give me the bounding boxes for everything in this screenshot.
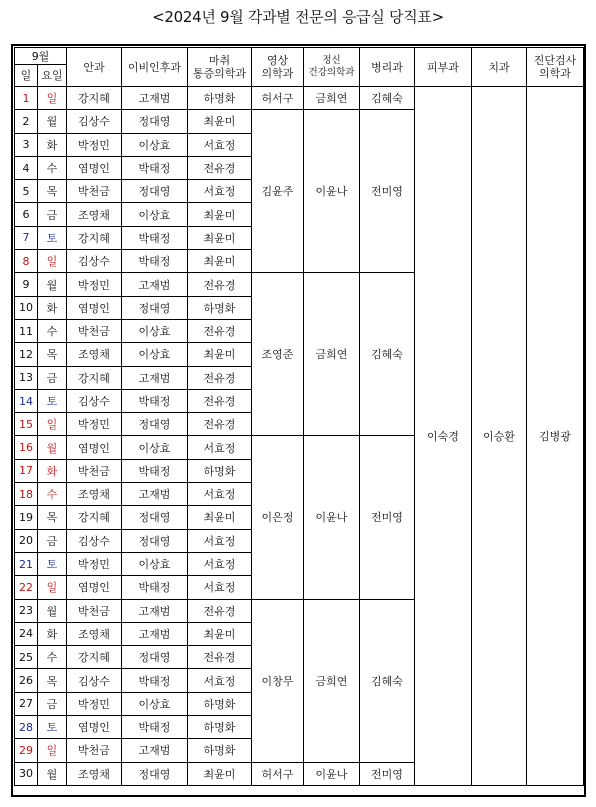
- anesthesiology-doctor-cell: 서효정: [188, 552, 252, 575]
- day-cell: 14: [15, 389, 38, 412]
- ent-doctor-cell: 정대영: [122, 296, 188, 319]
- ent-doctor-cell: 고재범: [122, 87, 188, 110]
- day-cell: 9: [15, 273, 38, 296]
- weekday-cell: 토: [38, 389, 67, 412]
- anesthesiology-doctor-cell: 최윤미: [188, 762, 252, 785]
- radiology-doctor-cell: 허서구: [252, 87, 304, 110]
- ent-doctor-cell: 박태정: [122, 576, 188, 599]
- day-cell: 8: [15, 250, 38, 273]
- eye-doctor-cell: 강지혜: [67, 226, 122, 249]
- header-eye: 안과: [67, 48, 122, 87]
- weekday-cell: 목: [38, 669, 67, 692]
- day-cell: 23: [15, 599, 38, 622]
- weekday-cell: 수: [38, 156, 67, 179]
- eye-doctor-cell: 박천금: [67, 459, 122, 482]
- radiology-doctor-cell: 이은정: [252, 436, 304, 599]
- ent-doctor-cell: 이상효: [122, 436, 188, 459]
- radiology-doctor-cell: 허서구: [252, 762, 304, 785]
- anesthesiology-doctor-cell: 하명화: [188, 716, 252, 739]
- ent-doctor-cell: 박태정: [122, 250, 188, 273]
- anesthesiology-doctor-cell: 서효정: [188, 576, 252, 599]
- ent-doctor-cell: 박태정: [122, 226, 188, 249]
- anesthesiology-doctor-cell: 전유경: [188, 366, 252, 389]
- radiology-doctor-cell: 이창무: [252, 599, 304, 762]
- eye-doctor-cell: 박정민: [67, 552, 122, 575]
- anesthesiology-doctor-cell: 서효정: [188, 669, 252, 692]
- weekday-cell: 수: [38, 319, 67, 342]
- eye-doctor-cell: 조영채: [67, 762, 122, 785]
- eye-doctor-cell: 염명인: [67, 436, 122, 459]
- day-cell: 5: [15, 180, 38, 203]
- eye-doctor-cell: 김상수: [67, 250, 122, 273]
- weekday-cell: 일: [38, 413, 67, 436]
- anesthesiology-doctor-cell: 서효정: [188, 133, 252, 156]
- anesthesiology-doctor-cell: 전유경: [188, 156, 252, 179]
- psychiatry-doctor-cell: 이윤나: [304, 110, 360, 273]
- ent-doctor-cell: 이상효: [122, 203, 188, 226]
- day-cell: 20: [15, 529, 38, 552]
- day-cell: 25: [15, 646, 38, 669]
- header-anesthesiology: 마취 통증의학과: [188, 48, 252, 87]
- eye-doctor-cell: 염명인: [67, 296, 122, 319]
- pathology-doctor-cell: 김혜숙: [360, 273, 415, 436]
- dentistry-doctor-cell: 이승환: [472, 87, 527, 786]
- eye-doctor-cell: 박정민: [67, 133, 122, 156]
- weekday-cell: 월: [38, 762, 67, 785]
- anesthesiology-doctor-cell: 서효정: [188, 180, 252, 203]
- header-month: 9월: [15, 48, 67, 65]
- ent-doctor-cell: 이상효: [122, 343, 188, 366]
- ent-doctor-cell: 고재범: [122, 739, 188, 762]
- day-cell: 27: [15, 692, 38, 715]
- page-title: <2024년 9월 각과별 전문의 응급실 당직표>: [152, 8, 444, 26]
- anesthesiology-doctor-cell: 전유경: [188, 646, 252, 669]
- eye-doctor-cell: 김상수: [67, 669, 122, 692]
- eye-doctor-cell: 조영채: [67, 622, 122, 645]
- day-cell: 12: [15, 343, 38, 366]
- anesthesiology-doctor-cell: 전유경: [188, 319, 252, 342]
- day-cell: 6: [15, 203, 38, 226]
- anesthesiology-doctor-cell: 서효정: [188, 529, 252, 552]
- eye-doctor-cell: 강지혜: [67, 87, 122, 110]
- anesthesiology-doctor-cell: 하명화: [188, 296, 252, 319]
- ent-doctor-cell: 정대영: [122, 506, 188, 529]
- anesthesiology-doctor-cell: 최윤미: [188, 250, 252, 273]
- weekday-cell: 화: [38, 459, 67, 482]
- weekday-cell: 화: [38, 622, 67, 645]
- weekday-cell: 목: [38, 180, 67, 203]
- eye-doctor-cell: 박정민: [67, 692, 122, 715]
- eye-doctor-cell: 박정민: [67, 273, 122, 296]
- eye-doctor-cell: 강지혜: [67, 506, 122, 529]
- day-cell: 18: [15, 483, 38, 506]
- eye-doctor-cell: 염명인: [67, 156, 122, 179]
- day-cell: 24: [15, 622, 38, 645]
- day-cell: 19: [15, 506, 38, 529]
- weekday-cell: 금: [38, 692, 67, 715]
- header-lab-medicine: 진단검사 의학과: [527, 48, 584, 87]
- ent-doctor-cell: 고재범: [122, 366, 188, 389]
- header-ent: 이비인후과: [122, 48, 188, 87]
- anesthesiology-doctor-cell: 전유경: [188, 389, 252, 412]
- weekday-cell: 토: [38, 226, 67, 249]
- eye-doctor-cell: 조영채: [67, 203, 122, 226]
- weekday-cell: 금: [38, 529, 67, 552]
- eye-doctor-cell: 조영채: [67, 343, 122, 366]
- anesthesiology-doctor-cell: 하명화: [188, 739, 252, 762]
- header-radiology: 영상 의학과: [252, 48, 304, 87]
- ent-doctor-cell: 고재범: [122, 622, 188, 645]
- eye-doctor-cell: 염명인: [67, 716, 122, 739]
- anesthesiology-doctor-cell: 최윤미: [188, 622, 252, 645]
- ent-doctor-cell: 이상효: [122, 133, 188, 156]
- ent-doctor-cell: 고재범: [122, 483, 188, 506]
- anesthesiology-doctor-cell: 최윤미: [188, 506, 252, 529]
- weekday-cell: 화: [38, 133, 67, 156]
- ent-doctor-cell: 박태정: [122, 459, 188, 482]
- day-cell: 10: [15, 296, 38, 319]
- anesthesiology-doctor-cell: 전유경: [188, 413, 252, 436]
- day-cell: 4: [15, 156, 38, 179]
- ent-doctor-cell: 정대영: [122, 180, 188, 203]
- weekday-cell: 일: [38, 739, 67, 762]
- psychiatry-doctor-cell: 금희연: [304, 599, 360, 762]
- ent-doctor-cell: 이상효: [122, 692, 188, 715]
- weekday-cell: 금: [38, 366, 67, 389]
- day-cell: 16: [15, 436, 38, 459]
- pathology-doctor-cell: 전미영: [360, 110, 415, 273]
- header-pathology: 병리과: [360, 48, 415, 87]
- anesthesiology-doctor-cell: 하명화: [188, 459, 252, 482]
- anesthesiology-doctor-cell: 최윤미: [188, 226, 252, 249]
- header-psychiatry: 정신 건강의학과: [304, 48, 360, 87]
- eye-doctor-cell: 김상수: [67, 389, 122, 412]
- ent-doctor-cell: 고재범: [122, 599, 188, 622]
- weekday-cell: 수: [38, 646, 67, 669]
- pathology-doctor-cell: 전미영: [360, 762, 415, 785]
- psychiatry-doctor-cell: 금희연: [304, 273, 360, 436]
- header-dentistry: 치과: [472, 48, 527, 87]
- dermatology-doctor-cell: 이숙경: [415, 87, 472, 786]
- header-day: 일: [15, 65, 38, 87]
- ent-doctor-cell: 정대영: [122, 646, 188, 669]
- eye-doctor-cell: 김상수: [67, 110, 122, 133]
- roster-body: [15, 87, 584, 786]
- weekday-cell: 목: [38, 343, 67, 366]
- day-cell: 15: [15, 413, 38, 436]
- weekday-cell: 수: [38, 483, 67, 506]
- table-row: [15, 87, 584, 110]
- weekday-cell: 월: [38, 273, 67, 296]
- anesthesiology-doctor-cell: 서효정: [188, 483, 252, 506]
- anesthesiology-doctor-cell: 최윤미: [188, 343, 252, 366]
- ent-doctor-cell: 정대영: [122, 529, 188, 552]
- ent-doctor-cell: 정대영: [122, 762, 188, 785]
- ent-doctor-cell: 이상효: [122, 319, 188, 342]
- weekday-cell: 월: [38, 436, 67, 459]
- day-cell: 2: [15, 110, 38, 133]
- weekday-cell: 목: [38, 506, 67, 529]
- psychiatry-doctor-cell: 이윤나: [304, 436, 360, 599]
- ent-doctor-cell: 정대영: [122, 413, 188, 436]
- day-cell: 1: [15, 87, 38, 110]
- radiology-doctor-cell: 김윤주: [252, 110, 304, 273]
- day-cell: 29: [15, 739, 38, 762]
- header-weekday: 요일: [38, 65, 67, 87]
- duty-roster-table: [14, 47, 584, 786]
- ent-doctor-cell: 고재범: [122, 273, 188, 296]
- weekday-cell: 월: [38, 599, 67, 622]
- day-cell: 22: [15, 576, 38, 599]
- weekday-cell: 월: [38, 110, 67, 133]
- ent-doctor-cell: 박태정: [122, 156, 188, 179]
- day-cell: 28: [15, 716, 38, 739]
- weekday-cell: 화: [38, 296, 67, 319]
- weekday-cell: 일: [38, 87, 67, 110]
- pathology-doctor-cell: 전미영: [360, 436, 415, 599]
- eye-doctor-cell: 박정민: [67, 413, 122, 436]
- pathology-doctor-cell: 김혜숙: [360, 599, 415, 762]
- day-cell: 17: [15, 459, 38, 482]
- anesthesiology-doctor-cell: 최윤미: [188, 110, 252, 133]
- eye-doctor-cell: 강지혜: [67, 366, 122, 389]
- eye-doctor-cell: 박천금: [67, 739, 122, 762]
- psychiatry-doctor-cell: 이윤나: [304, 762, 360, 785]
- radiology-doctor-cell: 조영준: [252, 273, 304, 436]
- weekday-cell: 일: [38, 576, 67, 599]
- eye-doctor-cell: 김상수: [67, 529, 122, 552]
- ent-doctor-cell: 정대영: [122, 110, 188, 133]
- day-cell: 7: [15, 226, 38, 249]
- eye-doctor-cell: 조영채: [67, 483, 122, 506]
- ent-doctor-cell: 박태정: [122, 669, 188, 692]
- ent-doctor-cell: 이상효: [122, 552, 188, 575]
- anesthesiology-doctor-cell: 최윤미: [188, 203, 252, 226]
- anesthesiology-doctor-cell: 서효정: [188, 436, 252, 459]
- eye-doctor-cell: 박천금: [67, 180, 122, 203]
- ent-doctor-cell: 박태정: [122, 389, 188, 412]
- eye-doctor-cell: 염명인: [67, 576, 122, 599]
- lab-medicine-doctor-cell: 김병광: [527, 87, 584, 786]
- eye-doctor-cell: 강지혜: [67, 646, 122, 669]
- anesthesiology-doctor-cell: 하명화: [188, 87, 252, 110]
- weekday-cell: 금: [38, 203, 67, 226]
- pathology-doctor-cell: 김혜숙: [360, 87, 415, 110]
- weekday-cell: 토: [38, 552, 67, 575]
- day-cell: 13: [15, 366, 38, 389]
- day-cell: 26: [15, 669, 38, 692]
- anesthesiology-doctor-cell: 하명화: [188, 692, 252, 715]
- weekday-cell: 토: [38, 716, 67, 739]
- psychiatry-doctor-cell: 금희연: [304, 87, 360, 110]
- weekday-cell: 일: [38, 250, 67, 273]
- anesthesiology-doctor-cell: 전유경: [188, 599, 252, 622]
- header-row-top: [15, 48, 584, 65]
- anesthesiology-doctor-cell: 전유경: [188, 273, 252, 296]
- header-dermatology: 피부과: [415, 48, 472, 87]
- day-cell: 11: [15, 319, 38, 342]
- day-cell: 21: [15, 552, 38, 575]
- eye-doctor-cell: 박천금: [67, 599, 122, 622]
- day-cell: 3: [15, 133, 38, 156]
- ent-doctor-cell: 박태정: [122, 716, 188, 739]
- day-cell: 30: [15, 762, 38, 785]
- eye-doctor-cell: 박천금: [67, 319, 122, 342]
